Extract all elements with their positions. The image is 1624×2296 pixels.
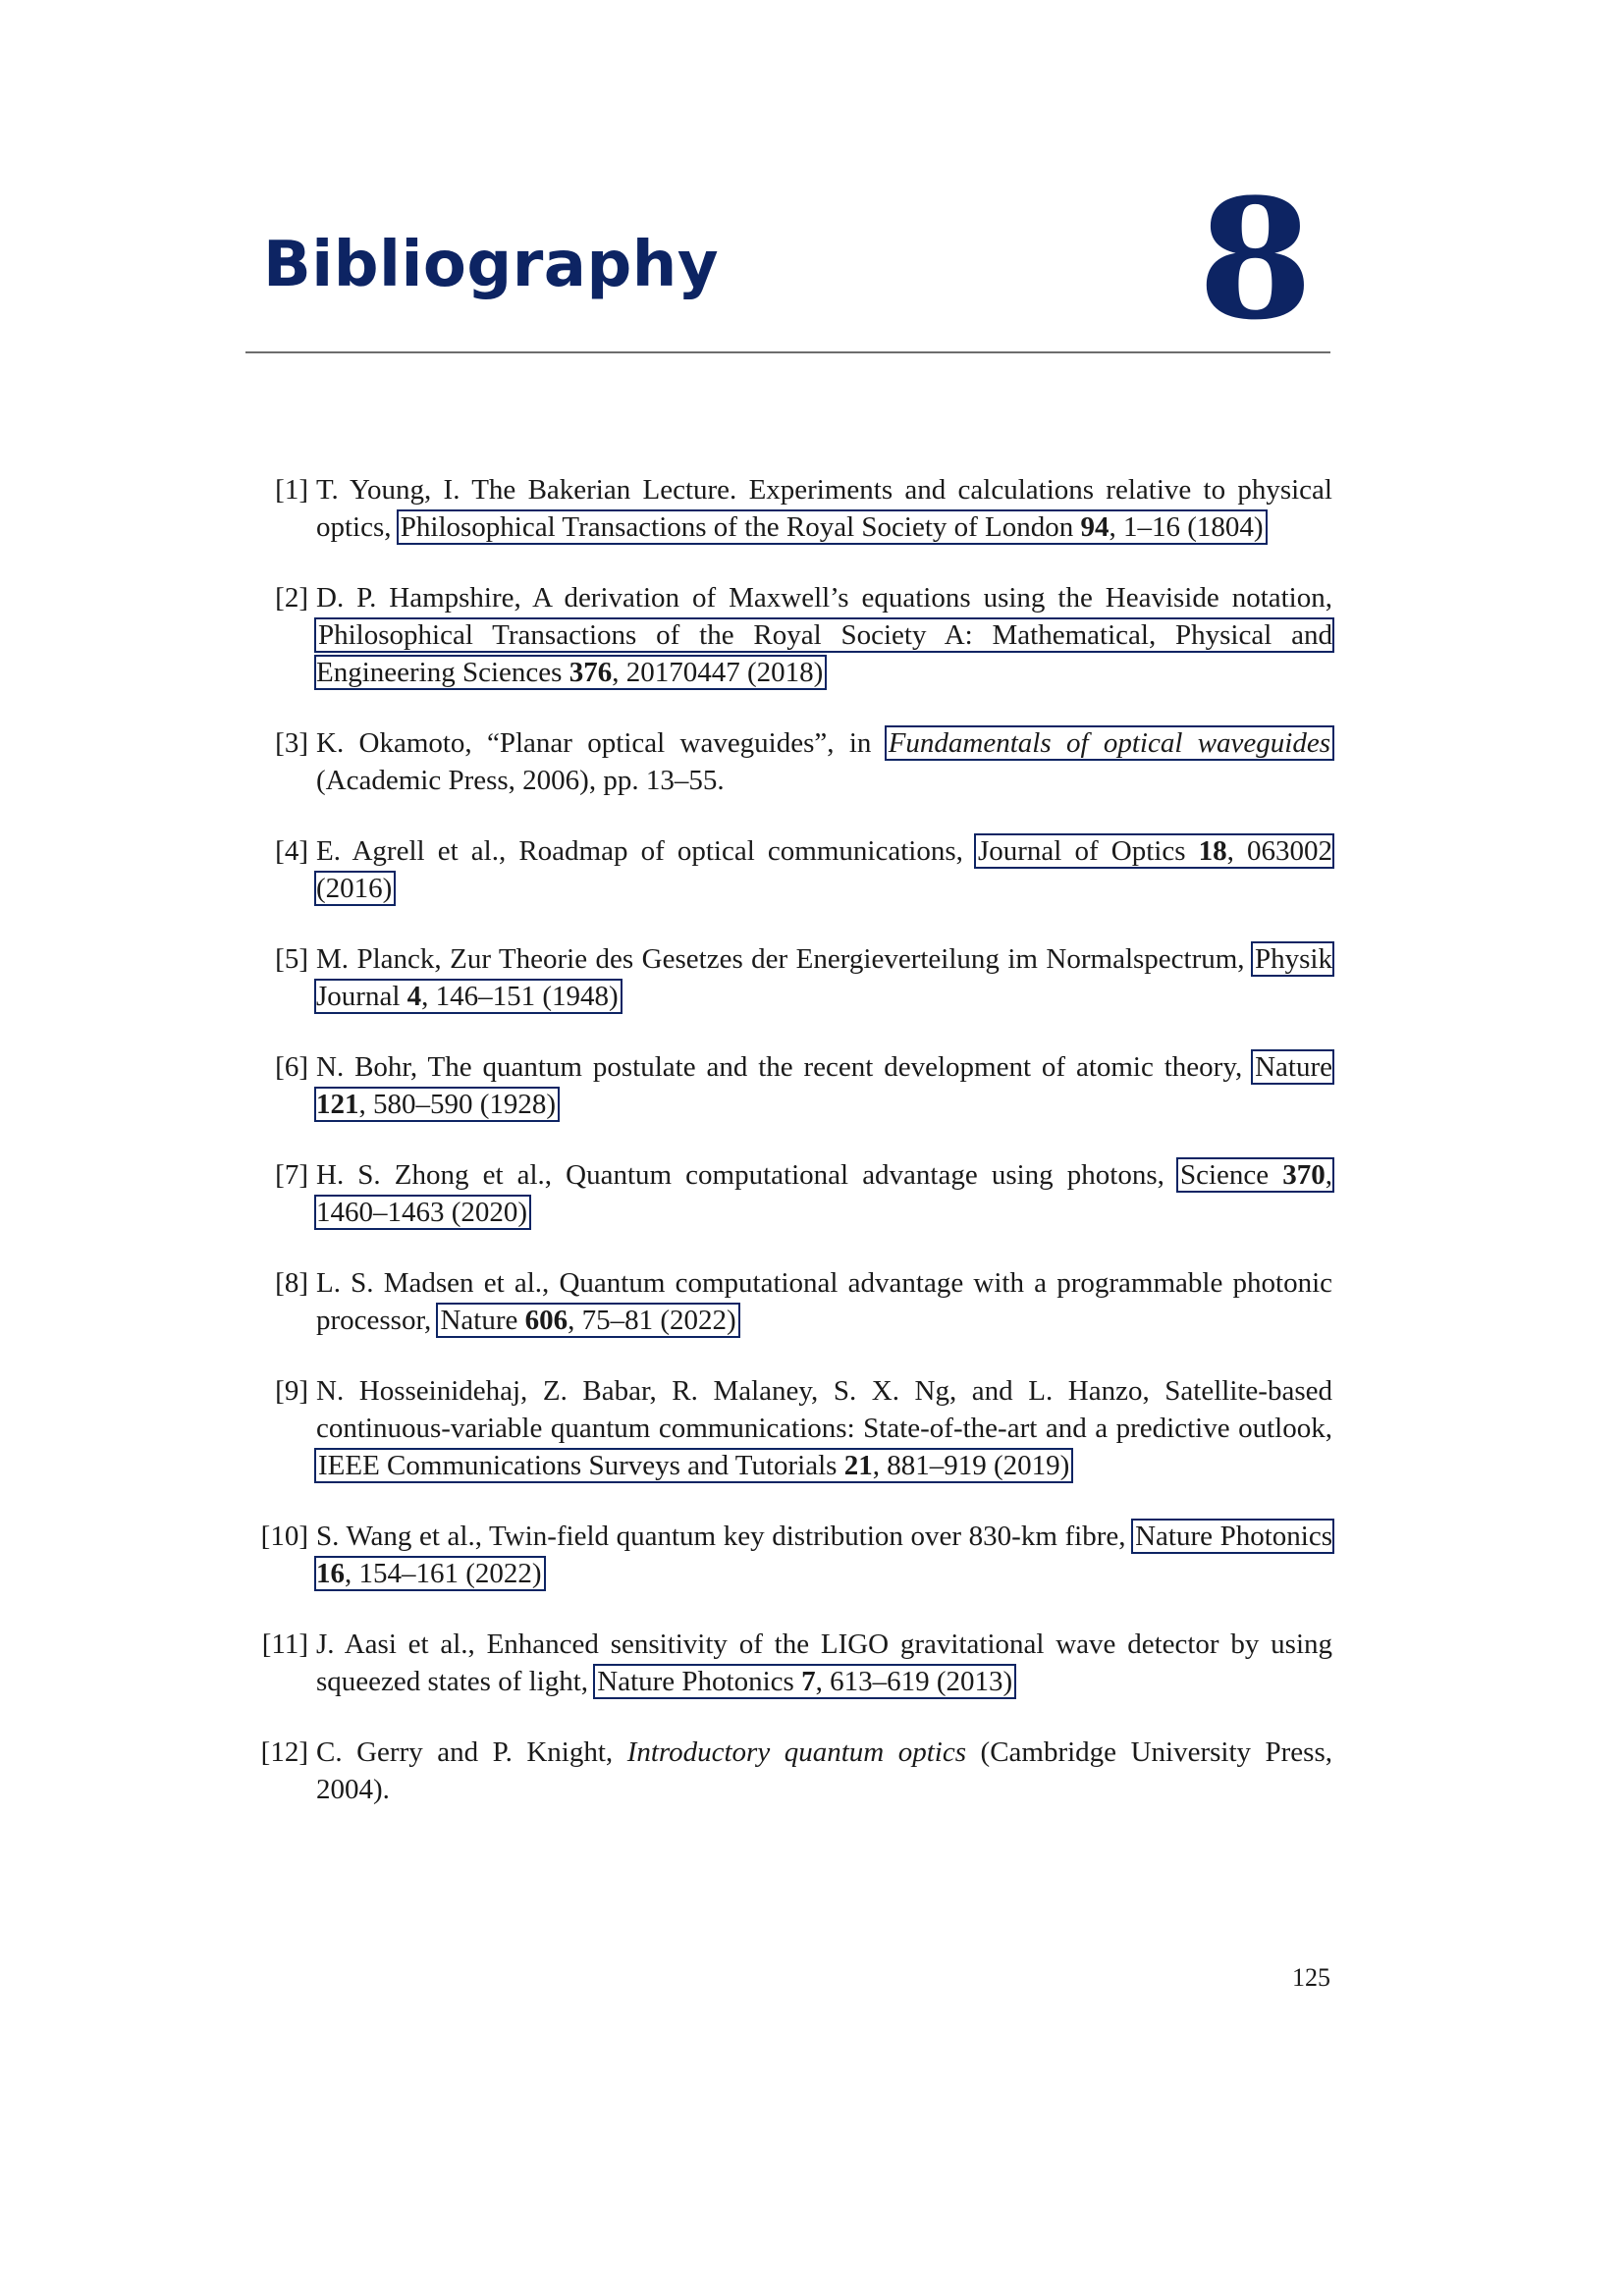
- journal-pages-year: , 75–81 (2022): [568, 1305, 736, 1336]
- journal-name: Nature: [440, 1305, 518, 1336]
- reference-item: [257, 471, 1332, 546]
- journal-pages-year: , 154–161 (2022): [345, 1558, 542, 1589]
- journal-volume: 7: [801, 1666, 816, 1697]
- book-title: Introductory quantum optics: [626, 1736, 967, 1768]
- reference-number: [9]: [275, 1375, 308, 1407]
- reference-item: [257, 1156, 1332, 1231]
- reference-number: [12]: [260, 1736, 308, 1768]
- reference-book-link[interactable]: [887, 727, 1332, 759]
- reference-item: [257, 724, 1332, 799]
- reference-publisher: (Academic Press, 2006), pp. 13–55.: [316, 765, 725, 796]
- reference-text: C. Gerry and P. Knight,: [316, 1736, 627, 1768]
- reference-text: M. Planck, Zur Theorie des Gesetzes der Energieverteilung im Normalspectrum,: [316, 943, 1254, 975]
- book-title: Fundamentals of optical waveguides: [888, 727, 1330, 759]
- journal-name: Philosophical Transactions of the Royal Society A: Mathematical, Physical and Engineering Sciences: [316, 619, 1332, 688]
- journal-pages-year: , 1460–1463 (2020): [316, 1159, 1333, 1228]
- reference-number: [1]: [275, 474, 308, 506]
- reference-number: [10]: [260, 1521, 308, 1552]
- reference-text: T. Young, I. The Bakerian Lecture. Experiments and calculations relative to physical optics,: [316, 474, 1332, 543]
- reference-number: [11]: [261, 1629, 308, 1660]
- journal-volume: 18: [1198, 835, 1227, 867]
- journal-pages-year: , 580–590 (1928): [358, 1089, 557, 1120]
- reference-text: D. P. Hampshire, A derivation of Maxwell’s equations using the Heaviside notation,: [316, 582, 1332, 614]
- reference-item: [257, 940, 1332, 1015]
- reference-item: [257, 1626, 1332, 1700]
- reference-text: E. Agrell et al., Roadmap of optical communications,: [316, 835, 976, 867]
- reference-number: [2]: [275, 582, 308, 614]
- journal-volume: 606: [524, 1305, 568, 1336]
- chapter-number: 8: [1198, 162, 1313, 356]
- journal-volume: 370: [1282, 1159, 1326, 1191]
- reference-number: [5]: [275, 943, 308, 975]
- journal-name: IEEE Communications Surveys and Tutorials: [318, 1450, 838, 1481]
- reference-publisher: (Cambridge University Press, 2004).: [316, 1736, 1333, 1805]
- reference-text: L. S. Madsen et al., Quantum computational advantage with a programmable photonic processor,: [316, 1267, 1332, 1336]
- reference-text: N. Hosseinidehaj, Z. Babar, R. Malaney, S. X. Ng, and L. Hanzo, Satellite-based continuous-variable quantum communications: State-of-the-art and a predictive outlook,: [316, 1375, 1332, 1444]
- reference-item: [257, 1264, 1332, 1339]
- journal-name: Journal of Optics: [977, 835, 1186, 867]
- reference-item: [257, 1518, 1332, 1592]
- reference-number: [8]: [275, 1267, 308, 1299]
- reference-doi-link[interactable]: [399, 511, 1266, 543]
- chapter-title: Bibliography: [263, 229, 720, 301]
- journal-volume: 121: [316, 1089, 359, 1120]
- journal-volume: 21: [843, 1450, 873, 1481]
- reference-list: [257, 471, 1332, 1842]
- reference-item: [257, 1734, 1332, 1808]
- journal-name: Philosophical Transactions of the Royal Society of London: [400, 511, 1074, 543]
- reference-item: [257, 579, 1332, 691]
- reference-item: [257, 1048, 1332, 1123]
- reference-doi-link[interactable]: [595, 1666, 1014, 1697]
- journal-volume: 94: [1080, 511, 1110, 543]
- journal-pages-year: , 146–151 (1948): [421, 981, 619, 1012]
- reference-text: N. Bohr, The quantum postulate and the recent development of atomic theory,: [316, 1051, 1254, 1083]
- reference-text: H. S. Zhong et al., Quantum computational advantage using photons,: [316, 1159, 1178, 1191]
- journal-volume: 376: [568, 657, 613, 688]
- reference-item: [257, 1372, 1332, 1484]
- journal-name: Nature Photonics: [597, 1666, 794, 1697]
- journal-name: Nature Photonics: [1135, 1521, 1332, 1552]
- reference-text: J. Aasi et al., Enhanced sensitivity of the LIGO gravitational wave detector by using squeezed states of light,: [316, 1629, 1332, 1697]
- reference-item: [257, 832, 1332, 907]
- reference-number: [3]: [275, 727, 308, 759]
- reference-text: K. Okamoto, “Planar optical waveguides”, in: [316, 727, 887, 759]
- reference-doi-link[interactable]: [316, 1450, 1071, 1481]
- journal-pages-year: , 063002 (2016): [316, 835, 1333, 904]
- journal-name: Physik Journal: [316, 943, 1332, 1012]
- chapter-header: [245, 162, 1330, 356]
- journal-name: Science: [1179, 1159, 1270, 1191]
- journal-pages-year: , 1–16 (1804): [1109, 511, 1264, 543]
- journal-pages-year: , 881–919 (2019): [872, 1450, 1070, 1481]
- reference-number: [4]: [275, 835, 308, 867]
- reference-text: S. Wang et al., Twin-field quantum key distribution over 830-km fibre,: [316, 1521, 1134, 1552]
- journal-name: Nature: [1255, 1051, 1332, 1083]
- reference-number: [7]: [275, 1159, 308, 1191]
- page-number: 125: [1292, 1963, 1330, 1992]
- journal-pages-year: , 20170447 (2018): [612, 657, 824, 688]
- reference-doi-link[interactable]: [316, 619, 1332, 688]
- journal-pages-year: , 613–619 (2013): [815, 1666, 1013, 1697]
- journal-volume: 16: [316, 1558, 345, 1589]
- journal-volume: 4: [406, 981, 422, 1012]
- reference-number: [6]: [275, 1051, 308, 1083]
- reference-doi-link[interactable]: [438, 1305, 737, 1336]
